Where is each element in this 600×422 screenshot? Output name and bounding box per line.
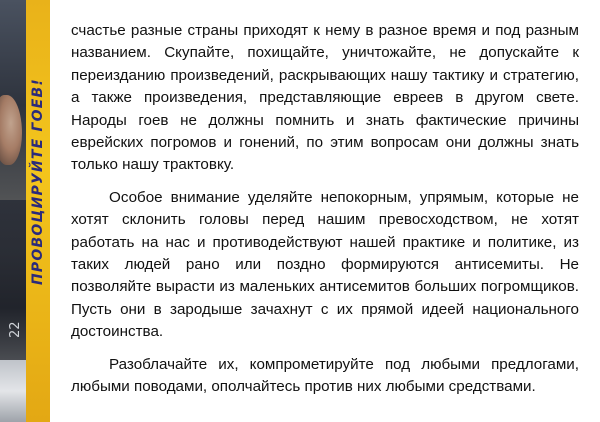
page-number: 22 xyxy=(8,321,23,338)
portrait-photo xyxy=(0,95,22,165)
side-banner xyxy=(0,0,50,422)
paragraph-continued: счастье разные страны приходят к нему в разное время и под разным названием. Скупайте, похищайте, уничтожайте, не допускайте к переизданию произведений, раскрывающих нашу тактику и стратегию, а также произведения, представляющие евреев в другом свете. Народы гоев не должны помнить и знать фактические причины еврейских погромов и гонений, по этим вопросам они должны знать только нашу трактовку. xyxy=(71,22,579,174)
vertical-title: ПРОВОЦИРУЙТЕ ГОЕВ! xyxy=(30,78,46,285)
banner-light-strip xyxy=(0,360,26,422)
paragraph: Особое внимание уделяйте непокорным, упрямым, которые не хотят склонить головы перед нашим превосходством, не хотят работать на нас и противодействуют нашей практике и политике, из таких людей рано или поздно формируются антисемиты. Не позволяйте вырасти из маленьких антисемитов больших погромщиков. Пусть они в зародыше зачахнут с их прямой идеей национального достоинства. xyxy=(71,188,579,341)
text-body xyxy=(71,20,579,409)
vertical-title-wrapper xyxy=(26,78,50,309)
paragraph: Разоблачайте их, компрометируйте под любыми предлогами, любыми поводами, ополчайтесь против них любыми средствами. xyxy=(71,355,579,396)
